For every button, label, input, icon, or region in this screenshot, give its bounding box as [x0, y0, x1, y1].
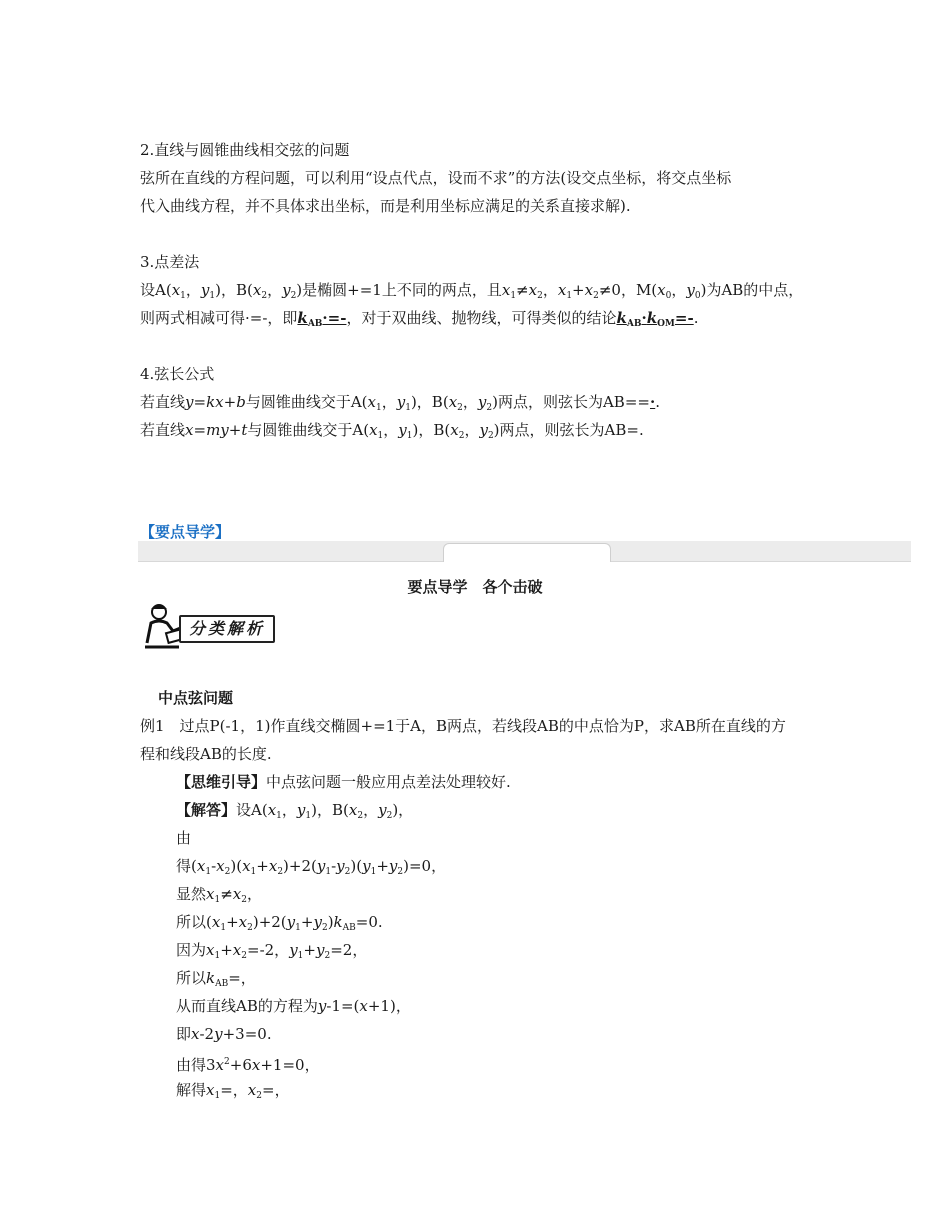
topic-heading: 中点弦问题 [158, 689, 234, 707]
section-4-heading: 4.弦长公式 [140, 365, 215, 383]
solution-step: 得$(x_1-x_2)(x_1+x_2)+2(y_1-y_2)(y_1+y_2)=0$， [176, 857, 447, 877]
hint-line [176, 771, 511, 793]
solution-step: 解得$x_1=$，$x_2=$， [176, 1081, 290, 1101]
classification-logo [139, 601, 275, 651]
guide-label: 【要点导学】 [140, 523, 231, 541]
hint-label: 【思维引导】 [176, 773, 267, 791]
hint-text: 中点弦问题一般应用点差法处理较好. [266, 773, 511, 791]
section-4-text-2: 若直线x=my+t与圆锥曲线交于$A(x_1$，$y_1$)，$B(x_2$，$y_2$)两点，则弦长为AB=. [140, 421, 644, 441]
solution-step: 所以$(x_1+x_2)+2(y_1+y_2)k_{AB}=0$. [176, 913, 383, 933]
solution-step: 显然$x_1\ne x_2$， [176, 885, 263, 905]
banner-title: 要点导学 各个击破 [407, 578, 543, 596]
section-2-text-2: 代入曲线方程，并不具体求出坐标，而是利用坐标应满足的关系直接求解). [140, 197, 631, 215]
section-3-text-2: 则两式相减可得·=-，即$k_{AB}\cdot=-$，对于双曲线、抛物线，可得类似的结论$k_{AB}\cdot k_{OM}=-$. [140, 309, 699, 329]
example-text-2: 程和线段AB的长度. [140, 745, 272, 763]
solution-step: 所以$k_{AB}=$， [176, 969, 256, 989]
logo-text: 分类解析 [189, 619, 266, 638]
example-text-1: 例1 过点P(-1，1)作直线交椭圆+=1于A，B两点，若线段AB的中点恰为P，求AB所在直线的方 [140, 717, 786, 735]
banner-tab [443, 543, 611, 562]
section-3-heading: 3.点差法 [140, 253, 200, 271]
section-2-text-1: 弦所在直线的方程问题，可以利用“设点代点，设而不求”的方法(设交点坐标，将交点坐标 [140, 169, 732, 187]
answer-line: 【解答】设$A(x_1$，$y_1$)，$B(x_2$，$y_2$)， [176, 801, 414, 821]
section-3-text-1: 设$A(x_1$，$y_1$)，$B(x_2$，$y_2$)是椭圆+=1上不同的两点，且$x_1\ne x_2$，$x_1+x_2\ne 0$，$M(x_0$，$y_0$)为AB的中点， [140, 281, 804, 301]
solution-step: 从而直线AB的方程为y-1=(x+1)， [176, 997, 411, 1015]
section-2-heading: 2.直线与圆锥曲线相交弦的问题 [140, 141, 350, 159]
solution-step: 因为$x_1+x_2=-2$，$y_1+y_2=2$， [176, 941, 368, 961]
section-4-text-1: 若直线y=kx+b与圆锥曲线交于$A(x_1$，$y_1$)，$B(x_2$，$y_2$)两点，则弦长为AB==·. [140, 393, 660, 413]
solution-step: 即x-2y+3=0. [176, 1025, 272, 1043]
answer-label: 【解答】 [176, 801, 237, 819]
solution-step: 由得$3x^2+6x+1=0$， [176, 1056, 320, 1074]
solution-step: 由 [176, 829, 192, 847]
